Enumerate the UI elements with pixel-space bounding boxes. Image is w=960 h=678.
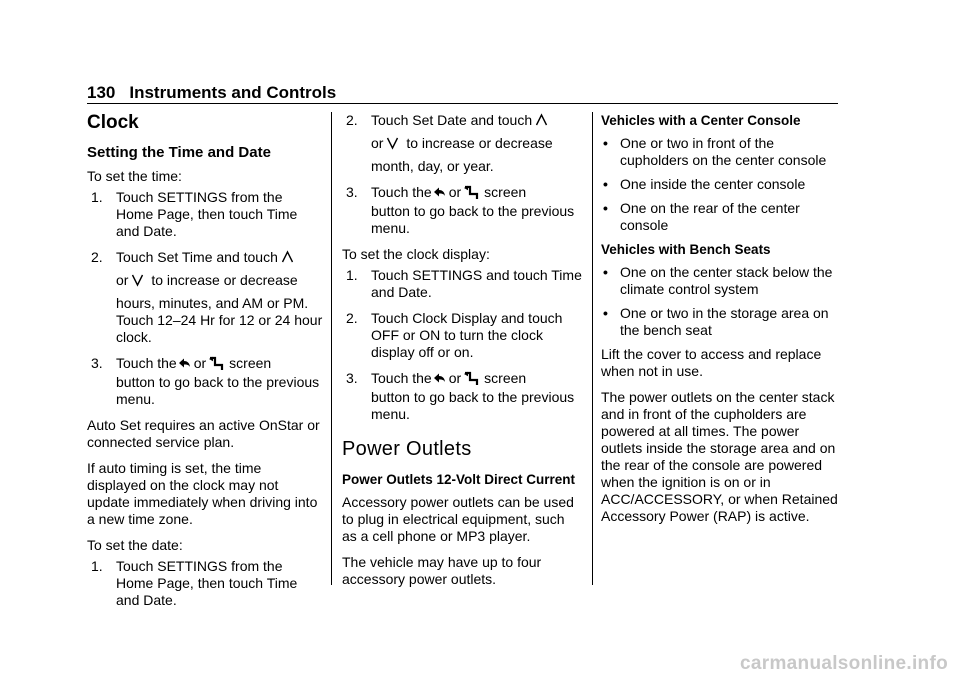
chevron-down-icon	[386, 136, 399, 150]
autoset-note: Auto Set requires an active OnStar or connected service plan.	[87, 417, 320, 450]
chevron-up-icon	[281, 250, 294, 264]
home-icon	[463, 371, 481, 387]
timezone-note: If auto timing is set, the time displayed on the clock may not update immediately when driving into a new time zone.	[87, 460, 318, 527]
watermark: carmanualsonline.info	[740, 653, 948, 674]
column-2	[342, 112, 582, 597]
back-arrow-icon	[178, 356, 191, 370]
power-paragraph-3: Lift the cover to access and replace when not in use.	[601, 346, 822, 379]
page-header	[87, 83, 336, 103]
column-3	[601, 112, 841, 534]
date-step-3: 3. Touch the or screen button to go back to the previous menu.	[346, 184, 575, 236]
date-step-2: 2. Touch Set Date and touch or to increase or decrease month, day, or year.	[346, 112, 553, 174]
home-icon	[208, 356, 226, 372]
back-arrow-icon	[433, 371, 446, 385]
back-arrow-icon	[433, 185, 446, 199]
display-step-1: 1. Touch SETTINGS and touch Time and Date.	[346, 267, 582, 300]
list-item: • One or two in the storage area on the bench seat	[603, 305, 829, 338]
home-icon	[463, 185, 481, 201]
section-title: Instruments and Controls	[129, 83, 337, 102]
clock-heading: Clock	[87, 112, 139, 133]
column-1	[87, 112, 323, 618]
header-rule	[87, 103, 838, 104]
list-item: • One on the center stack below the climate control system	[603, 264, 833, 297]
chevron-up-icon	[535, 113, 548, 127]
page-number: 130	[87, 83, 116, 102]
display-step-3: 3. Touch the or screen button to go back to the previous menu.	[346, 370, 575, 422]
date-intro: To set the date:	[87, 537, 183, 553]
power-paragraph-1: Accessory power outlets can be used to plug in electrical equipment, such as a cell phone or MP3 player.	[342, 494, 574, 544]
time-step-3: 3. Touch the or screen button to go back to the previous menu.	[91, 355, 320, 407]
list-item: • One inside the center console	[603, 176, 806, 192]
time-step-2: 2. Touch Set Time and touch or to increase or decrease hours, minutes, and AM or PM. Touch 12–24 Hr for 12 or 24 hour clock.	[91, 249, 323, 345]
list-item: • One on the rear of the center console	[603, 200, 800, 233]
bench-seats-heading: Vehicles with Bench Seats	[601, 242, 771, 257]
power-outlets-subheading: Power Outlets 12-Volt Direct Current	[342, 472, 576, 487]
power-paragraph-2: The vehicle may have up to four accessory power outlets.	[342, 554, 542, 587]
chevron-down-icon	[131, 273, 144, 287]
power-paragraph-4: The power outlets on the center stack and in front of the cupholders are powered at all times. The power outlets inside the storage area and on the rear of the console are powered when the ignition is on or in ACC/ACCESSORY, or when Retained Accessory Power (RAP) is active.	[601, 389, 838, 524]
center-console-heading: Vehicles with a Center Console	[601, 113, 801, 128]
time-step-1: 1. Touch SETTINGS from the Home Page, then touch Time and Date.	[91, 189, 298, 239]
setting-time-date-heading: Setting the Time and Date	[87, 144, 271, 161]
time-intro: To set the time:	[87, 168, 182, 184]
column-divider-1	[331, 112, 332, 585]
display-intro: To set the clock display:	[342, 246, 490, 262]
column-divider-2	[592, 112, 593, 585]
display-step-2: 2. Touch Clock Display and touch OFF or ON to turn the clock display off or on.	[346, 310, 563, 360]
list-item: • One or two in front of the cupholders on the center console	[603, 135, 827, 168]
power-outlets-heading: Power Outlets	[342, 438, 472, 460]
date-step-1: 1. Touch SETTINGS from the Home Page, then touch Time and Date.	[91, 558, 298, 608]
